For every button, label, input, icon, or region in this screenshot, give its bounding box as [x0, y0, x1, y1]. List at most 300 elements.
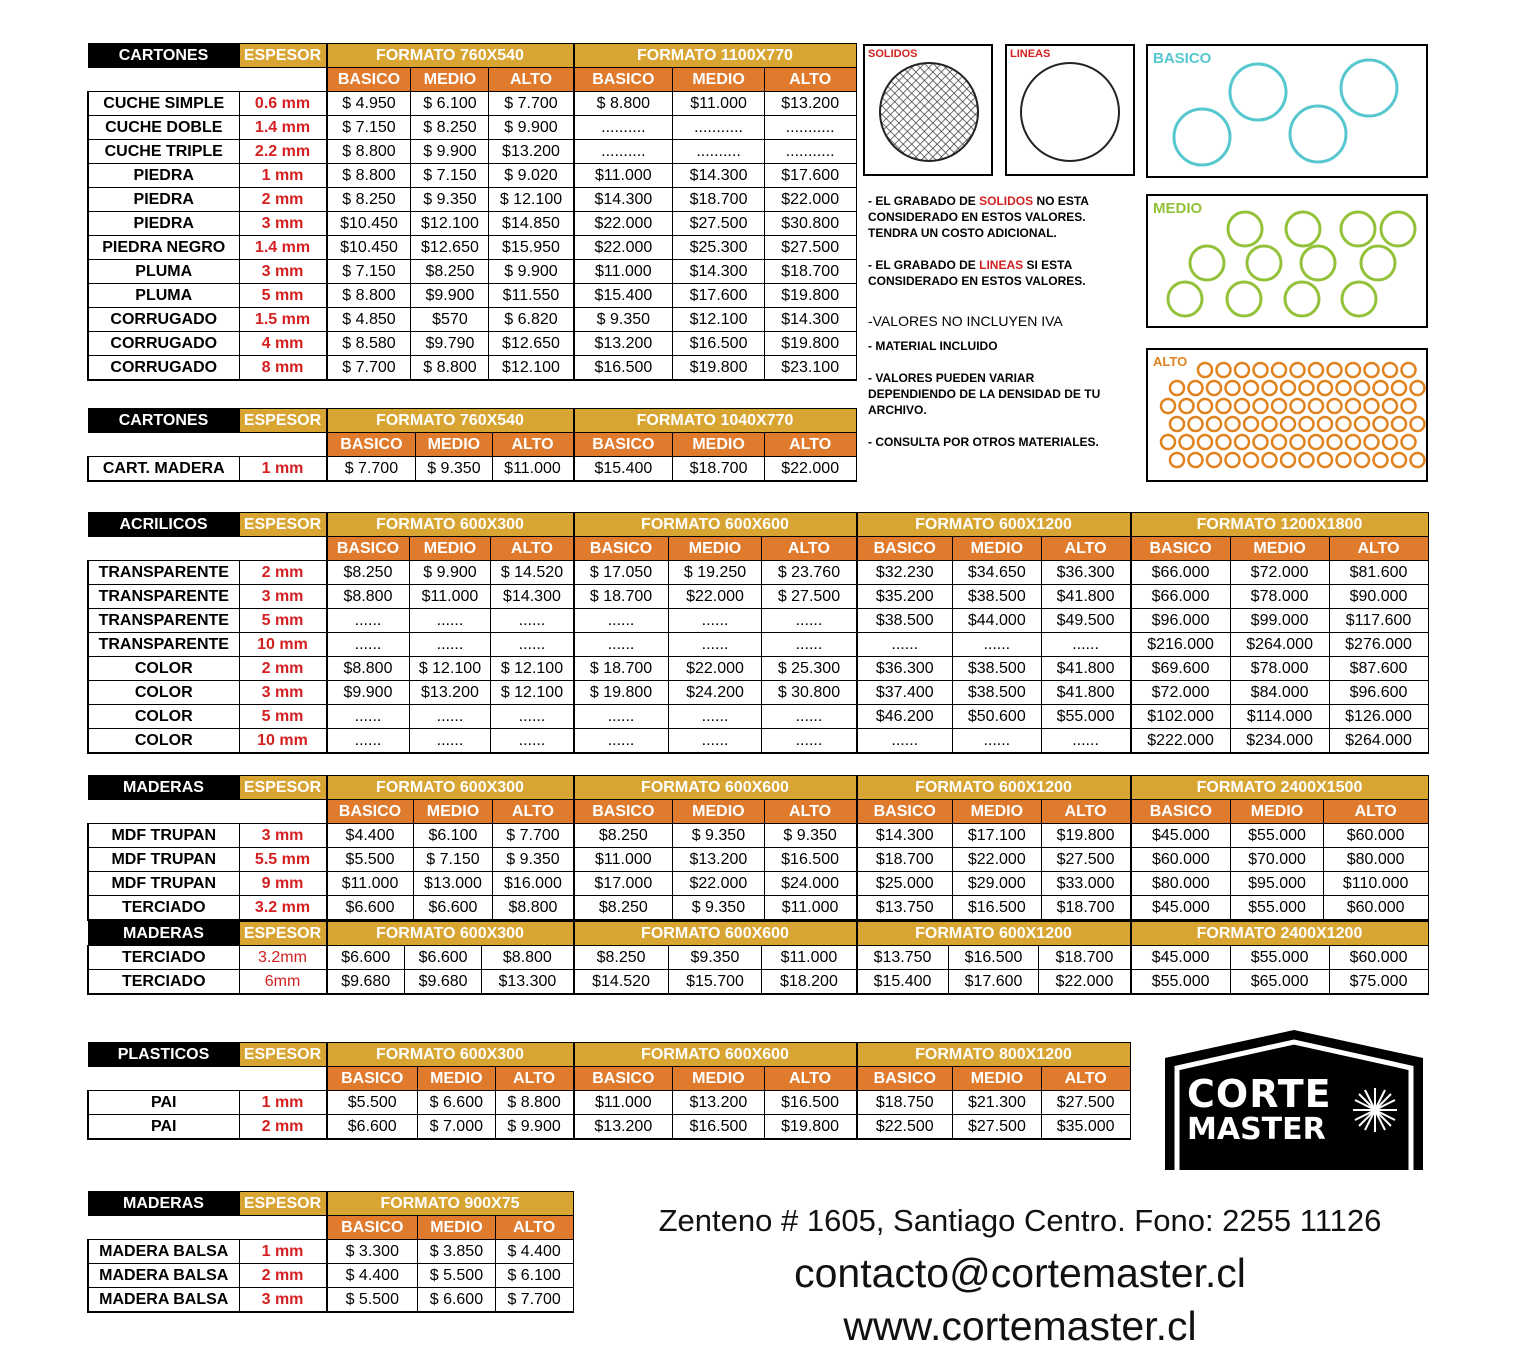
price-cell: $12.100	[489, 356, 574, 381]
price-cell: $8.250	[327, 561, 410, 585]
sample-alto-label: ALTO	[1153, 354, 1188, 369]
level-header: BASICO	[1131, 537, 1231, 561]
price-cell: $ 9.350	[673, 896, 765, 921]
price-cell: $34.650	[952, 561, 1041, 585]
price-cell: $19.800	[1041, 824, 1130, 848]
price-cell: $16.500	[764, 848, 856, 872]
material-name: TRANSPARENTE	[88, 633, 239, 657]
price-cell: $ 12.100	[491, 681, 574, 705]
price-cell: $17.600	[764, 164, 856, 188]
price-cell: ......	[668, 633, 762, 657]
price-cell: $8.250	[574, 946, 669, 970]
price-cell: ......	[409, 633, 491, 657]
contact-email[interactable]: contacto@cortemaster.cl	[794, 1250, 1246, 1296]
price-cell: $38.500	[857, 609, 953, 633]
level-header: BASICO	[327, 1216, 418, 1240]
price-cell: ......	[668, 609, 762, 633]
price-cell: $13.000	[413, 872, 493, 896]
price-cell: $4.400	[327, 824, 414, 848]
price-cell: $6.600	[327, 946, 405, 970]
thickness-header: ESPESOR	[239, 409, 327, 433]
price-cell: $14.300	[857, 824, 953, 848]
table-plasticos	[87, 1042, 1131, 1140]
alto-circle	[1207, 453, 1221, 467]
format-header: FORMATO 600X1200	[857, 776, 1131, 800]
thickness-value: 8 mm	[239, 356, 327, 381]
logo-text-master: MASTER	[1187, 1112, 1326, 1147]
price-cell: $11.000	[574, 848, 673, 872]
price-cell: $13.200	[764, 92, 856, 116]
price-cell: $15.700	[668, 970, 762, 995]
price-cell: $264.000	[1230, 633, 1329, 657]
price-cell: ......	[574, 633, 669, 657]
thickness-value: 10 mm	[239, 633, 327, 657]
thickness-value: 5.5 mm	[239, 848, 327, 872]
price-cell: $22.000	[574, 236, 673, 260]
alto-circle	[1180, 399, 1194, 413]
price-cell: $16.500	[764, 1091, 856, 1115]
blank-cell	[88, 800, 239, 824]
price-cell: $41.800	[1041, 657, 1130, 681]
alto-circle	[1365, 435, 1379, 449]
note-densidad: - VALORES PUEDEN VARIAR DEPENDIENDO DE LA DENSIDAD DE TU ARCHIVO.	[868, 371, 1101, 417]
price-cell: ......	[857, 729, 953, 754]
price-cell: $9.790	[411, 332, 489, 356]
table-row	[88, 657, 1428, 681]
price-cell: $216.000	[1131, 633, 1231, 657]
price-cell: ......	[491, 633, 574, 657]
thickness-value: 3 mm	[239, 585, 327, 609]
price-cell: $ 7.700	[327, 356, 411, 381]
price-cell: $234.000	[1230, 729, 1329, 754]
price-cell: $12.100	[411, 212, 489, 236]
level-header: BASICO	[327, 433, 416, 457]
material-name: PLUMA	[88, 284, 239, 308]
alto-circle	[1355, 453, 1369, 467]
thickness-value: 1.4 mm	[239, 236, 327, 260]
table-row	[88, 116, 856, 140]
price-cell: $44.000	[952, 609, 1041, 633]
table-row	[88, 332, 856, 356]
format-header: FORMATO 2400X1500	[1131, 776, 1429, 800]
outline-circle-icon	[1007, 46, 1133, 174]
thickness-value: 5 mm	[239, 705, 327, 729]
price-cell: $46.200	[857, 705, 953, 729]
price-cell: $ 12.100	[489, 188, 574, 212]
price-cell: ......	[952, 729, 1041, 754]
price-cell: $ 7.700	[489, 92, 574, 116]
alto-circle	[1402, 399, 1416, 413]
alto-circle	[1392, 417, 1406, 431]
material-name: CORRUGADO	[88, 356, 239, 381]
price-cell: $117.600	[1329, 609, 1428, 633]
table-row	[88, 1240, 573, 1264]
format-header: FORMATO 600X300	[327, 513, 574, 537]
price-cell: $264.000	[1329, 729, 1428, 754]
level-header: BASICO	[327, 537, 410, 561]
price-cell: ......	[668, 729, 762, 754]
material-name: MADERA BALSA	[88, 1240, 239, 1264]
price-cell: $24.200	[668, 681, 762, 705]
price-cell: $38.500	[952, 657, 1041, 681]
price-cell: $ 6.100	[411, 92, 489, 116]
price-cell: $21.300	[953, 1091, 1042, 1115]
format-header: FORMATO 1100X770	[574, 44, 857, 68]
material-name: MDF TRUPAN	[88, 872, 239, 896]
alto-circle	[1411, 381, 1425, 395]
price-cell: $13.200	[574, 332, 673, 356]
contact-website[interactable]: www.cortemaster.cl	[843, 1303, 1197, 1349]
thickness-value: 3.2mm	[239, 946, 327, 970]
thickness-header: ESPESOR	[239, 922, 327, 946]
material-name: TERCIADO	[88, 970, 239, 995]
thickness-value: 10 mm	[239, 729, 327, 754]
material-name: CUCHE SIMPLE	[88, 92, 239, 116]
blank-cell	[239, 68, 327, 92]
material-name: TRANSPARENTE	[88, 561, 239, 585]
level-header: ALTO	[491, 537, 574, 561]
hatched-circle-icon	[865, 46, 991, 174]
price-cell: $110.000	[1323, 872, 1428, 896]
material-name: MDF TRUPAN	[88, 848, 239, 872]
level-header: BASICO	[574, 800, 673, 824]
thickness-value: 3 mm	[239, 260, 327, 284]
price-cell: $22.000	[952, 848, 1041, 872]
table-maderas-1	[87, 775, 1429, 921]
blank-cell	[88, 537, 239, 561]
alto-circle	[1318, 417, 1332, 431]
price-cell: $ 23.760	[762, 561, 857, 585]
alto-circle	[1198, 399, 1212, 413]
format-header: FORMATO 600X1200	[857, 922, 1131, 946]
price-cell: $96.000	[1131, 609, 1231, 633]
alto-circle	[1291, 363, 1305, 377]
format-header: FORMATO 1200X1800	[1131, 513, 1429, 537]
price-cell: $90.000	[1329, 585, 1428, 609]
price-cell: ......	[1041, 633, 1130, 657]
level-header: ALTO	[1041, 800, 1130, 824]
price-cell: $19.800	[764, 332, 856, 356]
price-cell: $55.000	[1041, 705, 1130, 729]
thickness-value: 1.4 mm	[239, 116, 327, 140]
alto-circle	[1263, 453, 1277, 467]
thickness-value: 1 mm	[239, 457, 327, 482]
alto-circle	[1346, 399, 1360, 413]
price-cell: $ 9.350	[673, 824, 765, 848]
table-row	[88, 308, 856, 332]
level-header: MEDIO	[673, 800, 765, 824]
price-cell: $19.800	[764, 284, 856, 308]
price-cell: $ 14.520	[491, 561, 574, 585]
level-header: BASICO	[327, 800, 414, 824]
price-cell: $22.000	[668, 585, 762, 609]
price-cell: $60.000	[1131, 848, 1231, 872]
price-cell: $ 8.580	[327, 332, 411, 356]
alto-circle	[1374, 381, 1388, 395]
alto-circle	[1392, 453, 1406, 467]
format-header: FORMATO 600X1200	[857, 513, 1131, 537]
level-header: BASICO	[857, 1067, 953, 1091]
alto-circle	[1346, 435, 1360, 449]
price-cell: $ 12.100	[491, 657, 574, 681]
table-row	[88, 585, 1428, 609]
thickness-value: 3 mm	[239, 681, 327, 705]
level-header: MEDIO	[953, 1067, 1042, 1091]
price-cell: $35.200	[857, 585, 953, 609]
price-cell: $11.000	[764, 896, 856, 921]
price-cell: $9.900	[327, 681, 410, 705]
price-cell: $22.000	[574, 212, 673, 236]
price-cell: $6.600	[327, 1115, 418, 1140]
price-cell: $18.700	[857, 848, 953, 872]
price-cell: ......	[857, 633, 953, 657]
alto-circle	[1300, 381, 1314, 395]
alto-circle	[1300, 453, 1314, 467]
price-cell: $66.000	[1131, 561, 1231, 585]
format-header: FORMATO 900X75	[327, 1192, 574, 1216]
price-cell: $ 27.500	[762, 585, 857, 609]
blank-cell	[239, 800, 327, 824]
alto-circle	[1337, 453, 1351, 467]
price-cell: $78.000	[1230, 657, 1329, 681]
price-cell: $16.500	[948, 946, 1039, 970]
alto-circle	[1189, 417, 1203, 431]
alto-circle	[1207, 417, 1221, 431]
level-header: MEDIO	[418, 1216, 496, 1240]
level-header: MEDIO	[409, 537, 491, 561]
price-cell: $6.100	[413, 824, 493, 848]
sample-alto	[1146, 348, 1428, 482]
price-cell: $22.500	[857, 1115, 953, 1140]
level-header: ALTO	[1041, 1067, 1130, 1091]
alto-circle	[1328, 399, 1342, 413]
thickness-value: 5 mm	[239, 284, 327, 308]
format-header: FORMATO 600X600	[574, 1043, 857, 1067]
price-cell: $27.500	[953, 1115, 1042, 1140]
price-cell: $14.300	[764, 308, 856, 332]
table-cartones-1	[87, 43, 857, 381]
price-cell: $22.000	[764, 457, 856, 482]
table-row	[88, 1288, 573, 1313]
price-cell: $27.500	[673, 212, 765, 236]
alto-circle	[1309, 399, 1323, 413]
level-header: BASICO	[857, 537, 953, 561]
price-cell: $19.800	[764, 1115, 856, 1140]
table-row	[88, 609, 1428, 633]
blank-cell	[239, 433, 327, 457]
alto-circle	[1300, 417, 1314, 431]
price-cell: $ 9.350	[493, 848, 574, 872]
price-cell: $ 4.400	[495, 1240, 573, 1264]
sample-solidos-label: SOLIDOS	[868, 48, 918, 60]
alto-circle	[1235, 399, 1249, 413]
category-header: PLASTICOS	[88, 1043, 239, 1067]
price-cell: $17.600	[948, 970, 1039, 995]
alto-circle	[1161, 399, 1175, 413]
price-cell: $ 7.150	[327, 260, 411, 284]
table-row	[88, 457, 856, 482]
price-cell: $ 18.700	[574, 657, 669, 681]
price-cell: $5.500	[327, 848, 414, 872]
note-lineas: - EL GRABADO DE LINEAS SI ESTA CONSIDERADO EN ESTOS VALORES.	[868, 258, 1086, 288]
price-cell: $11.000	[673, 92, 765, 116]
alto-circle	[1383, 399, 1397, 413]
blank-cell	[88, 1067, 239, 1091]
price-cell: $55.000	[1231, 896, 1324, 921]
price-cell: $13.750	[857, 946, 949, 970]
price-cell: ...........	[673, 116, 765, 140]
price-cell: $8.250	[411, 260, 489, 284]
price-cell: $ 17.050	[574, 561, 669, 585]
price-cell: $ 9.900	[489, 260, 574, 284]
price-cell: $ 19.800	[574, 681, 669, 705]
price-cell: $8.800	[493, 896, 574, 921]
format-header: FORMATO 600X300	[327, 776, 574, 800]
price-cell: $18.700	[673, 188, 765, 212]
price-cell: $22.000	[1039, 970, 1131, 995]
price-cell: $11.000	[327, 872, 414, 896]
alto-circle	[1170, 417, 1184, 431]
material-name: TERCIADO	[88, 946, 239, 970]
level-header: MEDIO	[1231, 800, 1324, 824]
price-cell: $13.300	[482, 970, 574, 995]
material-name: TRANSPARENTE	[88, 609, 239, 633]
material-name: CUCHE TRIPLE	[88, 140, 239, 164]
sample-medio	[1146, 194, 1428, 328]
level-header: ALTO	[764, 800, 856, 824]
table-row	[88, 681, 1428, 705]
thickness-value: 2 mm	[239, 1264, 327, 1288]
alto-circle	[1374, 417, 1388, 431]
price-cell: $72.000	[1131, 681, 1231, 705]
price-cell: $80.000	[1131, 872, 1231, 896]
price-cell: $25.000	[857, 872, 953, 896]
table-row	[88, 356, 856, 381]
alto-circle	[1189, 381, 1203, 395]
level-header: MEDIO	[673, 1067, 765, 1091]
price-cell: $11.000	[762, 946, 857, 970]
thickness-value: 2 mm	[239, 561, 327, 585]
price-cell: $ 4.950	[327, 92, 411, 116]
material-name: PIEDRA	[88, 164, 239, 188]
category-header: CARTONES	[88, 409, 239, 433]
alto-circle	[1161, 435, 1175, 449]
level-header: ALTO	[764, 433, 856, 457]
alto-circle	[1217, 435, 1231, 449]
blank-cell	[239, 1067, 327, 1091]
level-header: BASICO	[574, 537, 669, 561]
price-cell: $126.000	[1329, 705, 1428, 729]
note-solidos: - EL GRABADO DE SOLIDOS NO ESTA CONSIDERADO EN ESTOS VALORES. TENDRA UN COSTO ADICIONAL.	[868, 194, 1089, 240]
price-cell: $65.000	[1230, 970, 1329, 995]
alto-circle	[1226, 417, 1240, 431]
price-cell: $27.500	[1041, 1091, 1130, 1115]
thickness-value: 1 mm	[239, 164, 327, 188]
thickness-value: 1 mm	[239, 1091, 327, 1115]
conditions-notes	[868, 193, 1138, 450]
alto-circle	[1337, 417, 1351, 431]
material-name: MADERA BALSA	[88, 1288, 239, 1313]
material-name: TRANSPARENTE	[88, 585, 239, 609]
material-name: CORRUGADO	[88, 308, 239, 332]
thickness-value: 9 mm	[239, 872, 327, 896]
level-header: ALTO	[762, 537, 857, 561]
table-row	[88, 140, 856, 164]
thickness-value: 5 mm	[239, 609, 327, 633]
price-cell: $45.000	[1131, 896, 1231, 921]
price-cell: $25.300	[673, 236, 765, 260]
price-cell: $ 9.350	[764, 824, 856, 848]
table-row	[88, 896, 1428, 921]
alto-circle	[1189, 453, 1203, 467]
price-cell: $ 9.900	[411, 140, 489, 164]
table-row	[88, 1264, 573, 1288]
sample-basico	[1146, 44, 1428, 178]
price-cell: ......	[491, 609, 574, 633]
level-header: BASICO	[574, 68, 673, 92]
price-cell: $ 9.350	[416, 457, 492, 482]
price-cell: ......	[409, 609, 491, 633]
price-cell: $14.850	[489, 212, 574, 236]
price-cell: $ 9.350	[411, 188, 489, 212]
sample-lineas	[1005, 44, 1135, 176]
price-cell: $ 9.900	[489, 116, 574, 140]
price-cell: $13.200	[409, 681, 491, 705]
material-name: CART. MADERA	[88, 457, 239, 482]
alto-circle	[1254, 399, 1268, 413]
material-name: MDF TRUPAN	[88, 824, 239, 848]
price-cell: $11.000	[492, 457, 574, 482]
price-cell: $27.500	[1041, 848, 1130, 872]
thickness-value: 1.5 mm	[239, 308, 327, 332]
price-cell: $17.000	[574, 872, 673, 896]
alto-circle	[1198, 435, 1212, 449]
price-cell: $8.250	[574, 824, 673, 848]
price-cell: $ 7.700	[493, 824, 574, 848]
price-cell: $14.520	[574, 970, 669, 995]
price-cell: $ 8.800	[327, 164, 411, 188]
alto-circles-icon	[1148, 350, 1426, 480]
price-cell: $84.000	[1230, 681, 1329, 705]
level-header: ALTO	[495, 1216, 573, 1240]
level-header: ALTO	[764, 1067, 856, 1091]
thickness-value: 3.2 mm	[239, 896, 327, 921]
table-row	[88, 284, 856, 308]
thickness-value: 3 mm	[239, 824, 327, 848]
price-cell: $16.500	[673, 1115, 765, 1140]
alto-circle	[1346, 363, 1360, 377]
thickness-header: ESPESOR	[239, 513, 327, 537]
price-cell: ..........	[574, 116, 673, 140]
price-cell: $17.600	[673, 284, 765, 308]
price-cell: $55.000	[1131, 970, 1231, 995]
price-cell: ......	[327, 633, 410, 657]
price-cell: $15.400	[574, 284, 673, 308]
alto-circle	[1170, 453, 1184, 467]
format-header: FORMATO 760X540	[327, 409, 574, 433]
price-cell: $ 6.820	[489, 308, 574, 332]
alto-circle	[1226, 453, 1240, 467]
price-cell: $16.000	[493, 872, 574, 896]
price-cell: $ 9.900	[409, 561, 491, 585]
alto-circle	[1170, 381, 1184, 395]
blank-cell	[88, 1216, 239, 1240]
category-header: ACRILICOS	[88, 513, 239, 537]
price-cell: $27.500	[764, 236, 856, 260]
price-cell: $222.000	[1131, 729, 1231, 754]
alto-circle	[1355, 381, 1369, 395]
price-cell: $9.900	[411, 284, 489, 308]
